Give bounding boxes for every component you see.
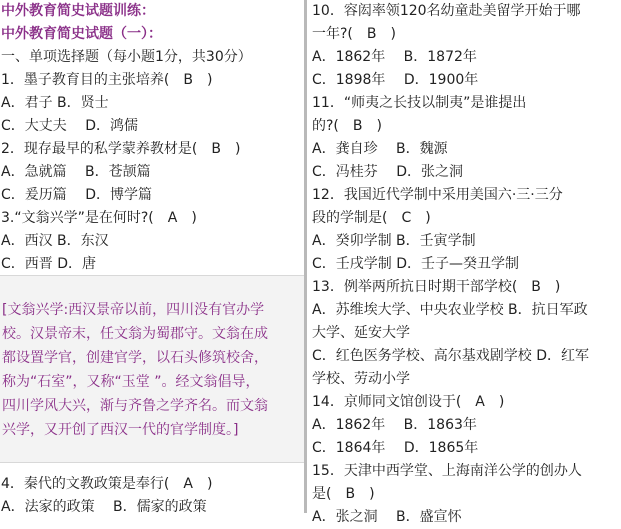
explanation-note bbox=[0, 275, 304, 462]
question-15-options-ab: A．张之洞 B．盛宣怀 bbox=[312, 509, 462, 525]
right-column bbox=[310, 0, 621, 525]
left-continued bbox=[0, 473, 304, 519]
question-12-options-cd: C．壬戌学制 D．壬子—癸丑学制 bbox=[312, 256, 520, 272]
question-12-cont: 段的学制是( C ) bbox=[312, 210, 431, 226]
question-11-options-ab: A．龚自珍 B．魏源 bbox=[312, 141, 448, 157]
question-4: 4．秦代的文教政策是奉行( A ) bbox=[1, 476, 213, 492]
question-15-cont: 是( B ) bbox=[312, 486, 375, 502]
part-heading: 一、单项选择题（每小题1分，共30分） bbox=[1, 49, 252, 65]
question-10-options-cd: C．1898年 D．1900年 bbox=[312, 72, 479, 88]
note-line: [文翁兴学:西汉景帝以前，四川没有官办学 bbox=[2, 302, 265, 318]
section-title: 中外教育简史试题训练： bbox=[1, 3, 155, 19]
note-line: 兴学，又开创了西汉一代的官学制度。] bbox=[2, 422, 239, 438]
question-4-options-ab: A．法家的政策 B．儒家的政策 bbox=[1, 499, 207, 515]
note-line: 四川学风大兴，渐与齐鲁之学齐名。而文翁 bbox=[2, 398, 268, 414]
question-1-options-cd: C．大丈夫 D．鸿儒 bbox=[1, 118, 139, 134]
question-3: 3.“文翁兴学”是在何时?( A ) bbox=[1, 210, 197, 226]
question-14: 14．京师同文馆创设于( A ) bbox=[312, 394, 505, 410]
question-10-options-ab: A．1862年 B．1872年 bbox=[312, 49, 477, 65]
note-bottom-border bbox=[0, 462, 304, 463]
question-10: 10．容闳率领120名幼童赴美留学开始于哪 bbox=[312, 3, 581, 19]
note-line: 校。汉景帝末，任文翁为蜀郡守。文翁在成 bbox=[2, 326, 268, 342]
question-12: 12．我国近代学制中采用美国六·三·三分 bbox=[312, 187, 563, 203]
question-1-options-ab: A．君子 B．贤士 bbox=[1, 95, 109, 111]
question-3-options-cd: C．西晋 D．唐 bbox=[1, 256, 97, 272]
note-line: 都设置学官，创建官学，以石头修筑校舍， bbox=[2, 350, 268, 366]
question-13: 13．例举两所抗日时期干部学校( B ) bbox=[312, 279, 561, 295]
question-14-options-cd: C．1864年 D．1865年 bbox=[312, 440, 479, 456]
column-divider bbox=[304, 0, 307, 513]
question-13-options-a: A．苏维埃大学、中央农业学校 B．抗日军政 bbox=[312, 302, 588, 318]
question-13-options-c-cont: 学校、劳动小学 bbox=[312, 371, 410, 387]
question-13-options-c: C．红色医务学校、高尔基戏剧学校 D．红军 bbox=[312, 348, 590, 364]
question-2-options-ab: A．急就篇 B．苍颉篇 bbox=[1, 164, 151, 180]
question-2: 2．现存最早的私学蒙养教材是( B ) bbox=[1, 141, 241, 157]
question-15: 15．天津中西学堂、上海南洋公学的创办人 bbox=[312, 463, 582, 479]
note-top-border bbox=[0, 275, 304, 276]
question-11: 11．“师夷之长技以制夷”是谁提出 bbox=[312, 95, 527, 111]
question-13-options-a-cont: 大学、延安大学 bbox=[312, 325, 410, 341]
question-12-options-ab: A．癸卯学制 B．壬寅学制 bbox=[312, 233, 476, 249]
paper-title: 中外教育简史试题（一）： bbox=[1, 26, 162, 42]
left-column bbox=[0, 0, 304, 513]
question-2-options-cd: C．爰历篇 D．博学篇 bbox=[1, 187, 153, 203]
question-1: 1．墨子教育目的主张培养( B ) bbox=[1, 72, 213, 88]
question-11-cont: 的?( B ) bbox=[312, 118, 382, 134]
question-14-options-ab: A．1862年 B．1863年 bbox=[312, 417, 477, 433]
question-11-options-cd: C．冯桂芬 D．张之洞 bbox=[312, 164, 464, 180]
question-3-options-ab: A．西汉 B．东汉 bbox=[1, 233, 109, 249]
note-line: 称为“石室”，又称“玉堂 ”。经文翁倡导， bbox=[2, 374, 260, 390]
question-10-cont: 一年?( B ) bbox=[312, 26, 396, 42]
